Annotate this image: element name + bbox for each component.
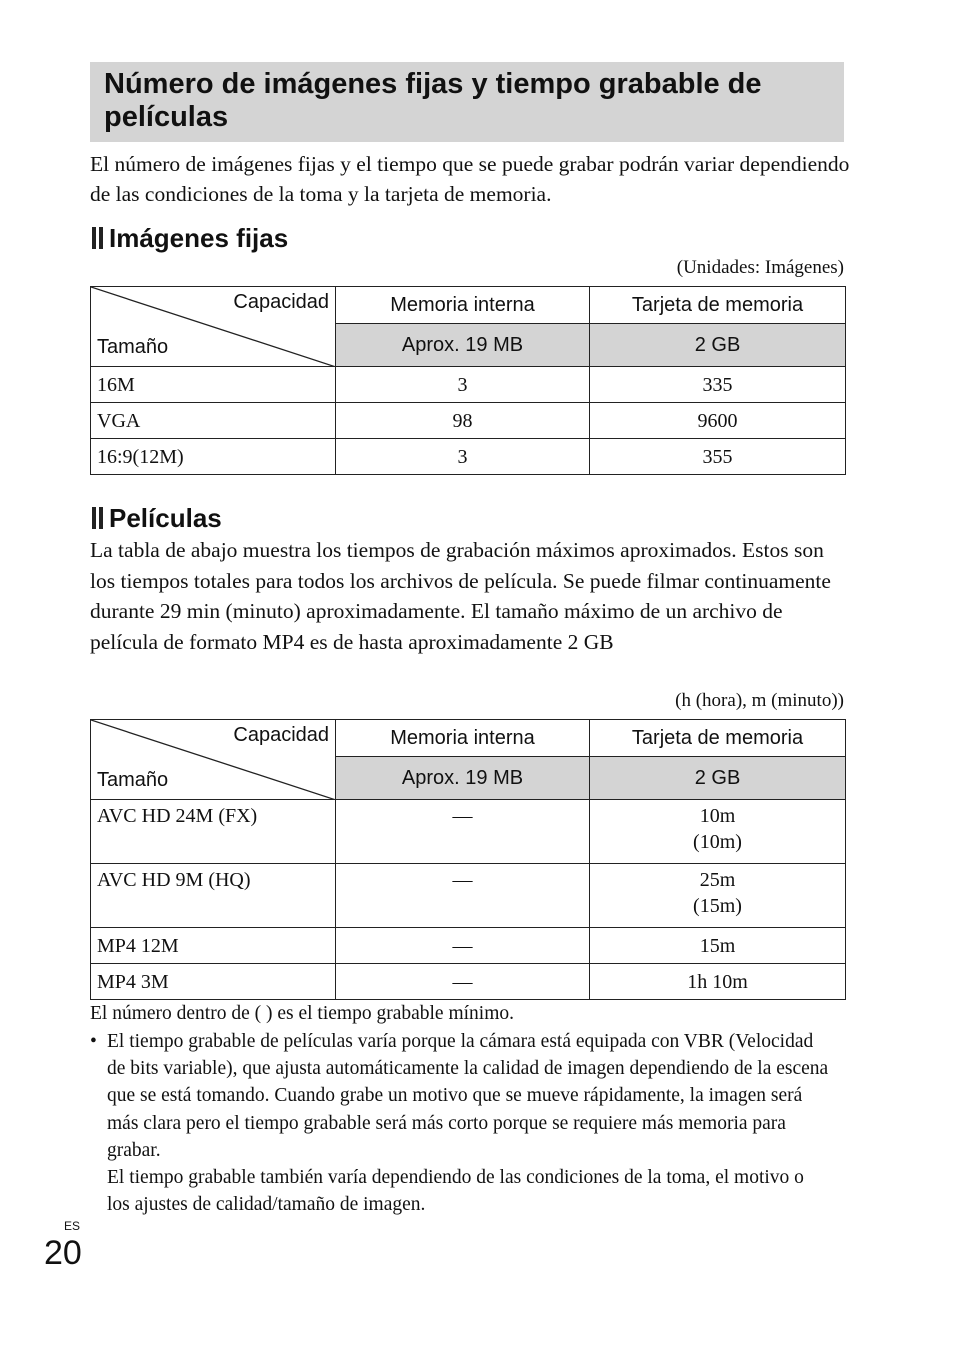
memory-card-header: Tarjeta de memoria xyxy=(590,287,846,324)
internal-memory-capacity: Aprox. 19 MB xyxy=(336,757,590,800)
still-images-table xyxy=(90,286,846,475)
title-banner xyxy=(90,62,844,142)
table-row xyxy=(91,864,846,928)
table-row xyxy=(91,928,846,964)
row-size: MP4 3M xyxy=(91,964,336,1000)
table-corner-header xyxy=(91,720,336,800)
row-internal: 3 xyxy=(336,439,590,475)
page-title: Número de imágenes fijas y tiempo grabable de películas xyxy=(104,68,762,133)
row-card: 9600 xyxy=(590,403,846,439)
row-size: 16:9(12M) xyxy=(91,439,336,475)
internal-memory-capacity: Aprox. 19 MB xyxy=(336,324,590,367)
language-code: ES xyxy=(64,1219,81,1233)
table-row xyxy=(91,439,846,475)
section-marker-icon xyxy=(92,507,103,529)
row-card-min-time: (15m) xyxy=(693,895,742,917)
size-label: Tamaño xyxy=(97,336,169,358)
movies-table xyxy=(90,719,846,1000)
intro-paragraph: El número de imágenes fijas y el tiempo que se puede grabar podrán variar dependiendo de las condiciones de la toma y la tarjeta de memoria. xyxy=(90,152,850,206)
table-row xyxy=(91,800,846,864)
movies-units-label: (h (hora), m (minuto)) xyxy=(675,690,844,711)
row-size: 16M xyxy=(91,367,336,403)
min-time-note: El número dentro de ( ) es el tiempo grabable mínimo. xyxy=(90,1003,515,1024)
row-internal: — xyxy=(336,800,590,864)
row-card-time: 25m xyxy=(699,869,736,891)
row-card xyxy=(590,800,846,864)
still-images-heading-text: Imágenes fijas xyxy=(109,223,289,253)
size-label: Tamaño xyxy=(97,769,169,791)
row-card-min-time: (10m) xyxy=(693,831,742,853)
row-card xyxy=(590,864,846,928)
row-card: 355 xyxy=(590,439,846,475)
capacity-label: Capacidad xyxy=(233,724,329,746)
bullet-dot-icon: • xyxy=(90,1031,97,1052)
internal-memory-header: Memoria interna xyxy=(336,287,590,324)
bullet-text-1: El tiempo grabable de películas varía porque la cámara está equipada con VBR (Velocidad de bits variable), que ajusta automáticamente la calidad de imagen dependiendo de la escena que se está tomando. Cuando grabe un motivo que se mueve rápidamente, la imagen será más clara pero el tiempo grabable será más corto porque se requiere más memoria para grabar. xyxy=(107,1031,829,1161)
row-card-time: 10m xyxy=(699,805,736,827)
memory-card-header: Tarjeta de memoria xyxy=(590,720,846,757)
vbr-bullet xyxy=(90,1028,830,1218)
row-internal: 98 xyxy=(336,403,590,439)
movies-heading xyxy=(92,502,222,534)
page-number: 20 xyxy=(44,1234,82,1272)
memory-card-capacity: 2 GB xyxy=(590,324,846,367)
row-card: 335 xyxy=(590,367,846,403)
row-size: MP4 12M xyxy=(91,928,336,964)
row-internal: — xyxy=(336,928,590,964)
table-row xyxy=(91,403,846,439)
row-size: AVC HD 9M (HQ) xyxy=(91,864,336,928)
memory-card-capacity: 2 GB xyxy=(590,757,846,800)
bullet-text-2: El tiempo grabable también varía dependiendo de las condiciones de la toma, el motivo o los ajustes de calidad/tamaño de imagen. xyxy=(107,1167,804,1216)
section-marker-icon xyxy=(92,227,103,249)
row-size: VGA xyxy=(91,403,336,439)
table-row xyxy=(91,367,846,403)
table-row xyxy=(91,964,846,1000)
row-size: AVC HD 24M (FX) xyxy=(91,800,336,864)
row-internal: — xyxy=(336,964,590,1000)
internal-memory-header: Memoria interna xyxy=(336,720,590,757)
table-corner-header xyxy=(91,287,336,367)
capacity-label: Capacidad xyxy=(233,291,329,313)
row-internal: 3 xyxy=(336,367,590,403)
movies-paragraph: La tabla de abajo muestra los tiempos de grabación máximos aproximados. Estos son los tiempos totales para todos los archivos de película. Se puede filmar continuamente durante 29 min (minuto) aproximadamente. El tamaño máximo de un archivo de película de formato MP4 es de hasta aproximadamente 2 GB xyxy=(90,538,831,654)
row-card: 1h 10m xyxy=(590,964,846,1000)
still-images-heading xyxy=(92,222,288,254)
row-internal: — xyxy=(336,864,590,928)
movies-heading-text: Películas xyxy=(109,503,222,533)
still-units-label: (Unidades: Imágenes) xyxy=(676,257,844,278)
row-card: 15m xyxy=(590,928,846,964)
